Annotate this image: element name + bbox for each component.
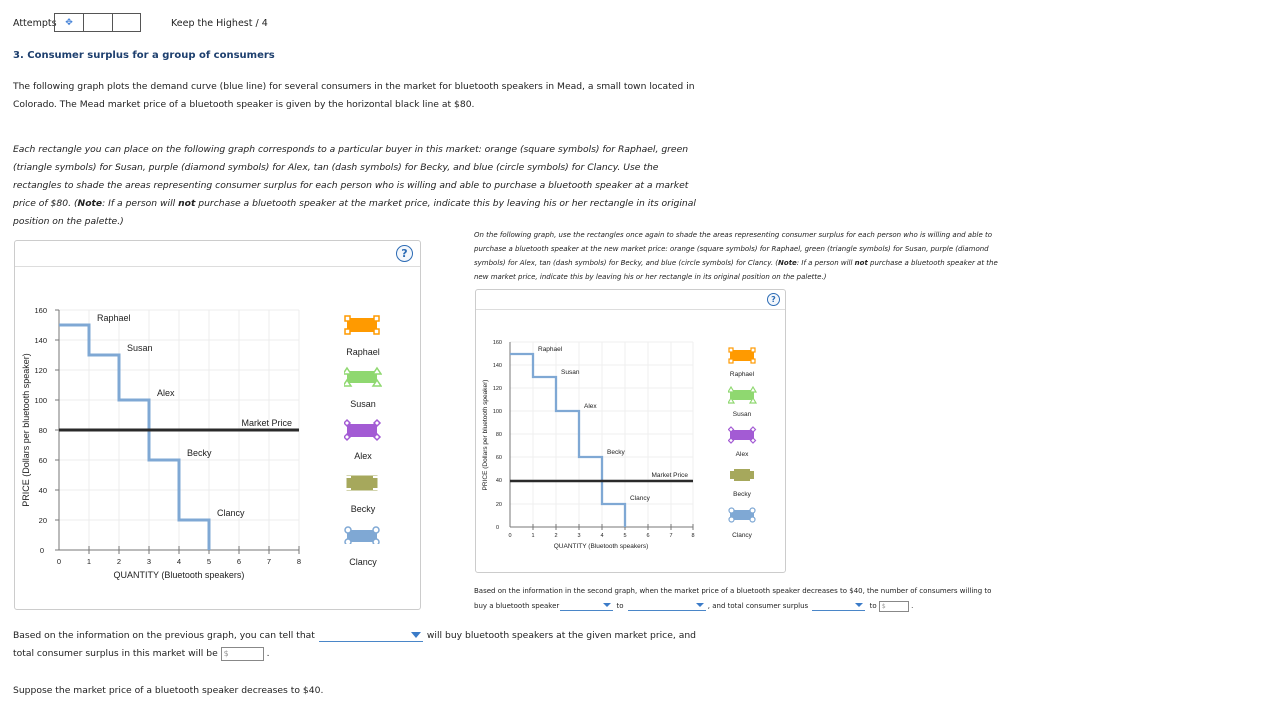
palette-label-clancy: Clancy	[349, 557, 377, 567]
svg-text:0: 0	[56, 557, 62, 566]
graph1-y-label: PRICE (Dollars per bluetooth speaker)	[21, 353, 31, 507]
svg-text:20: 20	[38, 516, 47, 525]
label-clancy: Clancy	[217, 508, 245, 518]
graph2-y-label: PRICE (Dollars per bluetooth speaker)	[482, 379, 489, 491]
label-alex: Alex	[584, 403, 597, 410]
svg-text:120: 120	[492, 386, 502, 392]
q1-text: total consumer surplus in this market will be	[13, 648, 218, 659]
svg-text:6: 6	[236, 557, 242, 566]
q2-line1: Based on the information in the second graph, when the market price of a bluetooth speaker decreases to $40, the number of consumers willing to	[474, 587, 992, 595]
palette-label-raphael: Raphael	[346, 347, 380, 357]
label-raphael: Raphael	[97, 313, 131, 323]
raphael-rectangle[interactable]	[729, 348, 755, 363]
palette-label-susan: Susan	[732, 411, 752, 418]
total-surplus-input[interactable]: $	[221, 647, 264, 661]
q2-text: to	[616, 602, 624, 610]
instr-text: : If a person will	[102, 198, 179, 209]
alex-rectangle[interactable]	[729, 427, 756, 443]
help-icon[interactable]: ?	[396, 245, 413, 262]
svg-text:100: 100	[492, 409, 502, 415]
svg-text:0: 0	[495, 525, 499, 531]
svg-text:6: 6	[646, 533, 650, 539]
svg-text:40: 40	[495, 478, 502, 484]
consumers-number-dropdown[interactable]	[628, 601, 706, 611]
graph2-x-ticks	[508, 533, 694, 539]
label-susan: Susan	[127, 343, 153, 353]
svg-text:2: 2	[554, 533, 558, 539]
svg-text:1: 1	[531, 533, 535, 539]
palette-label-clancy: Clancy	[732, 532, 752, 539]
instr-text: : If a person will	[796, 259, 855, 267]
svg-text:5: 5	[206, 557, 212, 566]
svg-text:1: 1	[86, 557, 92, 566]
chevron-down-icon	[411, 632, 421, 638]
palette-label-alex: Alex	[354, 451, 372, 461]
svg-text:2: 2	[116, 557, 122, 566]
q2-text: .	[911, 602, 914, 610]
chevron-down-icon	[696, 603, 704, 607]
instr-text: purchase a bluetooth speaker at the market price, indicate this by leaving his or her rectangle in its original position on the palette.)	[13, 198, 696, 227]
svg-text:3: 3	[146, 557, 152, 566]
help-icon[interactable]: ?	[767, 293, 780, 306]
svg-text:160: 160	[492, 340, 502, 346]
instr-text: On the following graph, use the rectangles once again to shade the areas representing consumer surplus for each person who is willing and able to purchase a bluetooth speaker at the new market price: orange (square symbols) for Raphael, green (triangle symbols) for Susan, purple (diamond symbols) for Alex, tan (dash symbols) for Becky, and blue (circle symbols) for Clancy. (	[474, 231, 993, 267]
q2-text: to	[869, 602, 877, 610]
label-raphael: Raphael	[538, 346, 563, 353]
question-1-block	[13, 627, 713, 663]
svg-text:80: 80	[495, 432, 502, 438]
graph1-x-label: QUANTITY (Bluetooth speakers)	[113, 570, 245, 580]
palette-label-alex: Alex	[735, 451, 749, 458]
label-clancy: Clancy	[630, 495, 650, 502]
palette-label-susan: Susan	[350, 399, 376, 409]
question-2-block	[474, 584, 1004, 614]
svg-text:3: 3	[577, 533, 581, 539]
susan-rectangle[interactable]	[728, 387, 756, 403]
q1-text: Based on the information on the previous graph, you can tell that	[13, 630, 315, 641]
svg-text:0: 0	[508, 533, 512, 539]
svg-text:60: 60	[495, 455, 502, 461]
palette-label-becky: Becky	[733, 491, 751, 498]
svg-text:4: 4	[600, 533, 604, 539]
instr-text: purchase a bluetooth speaker at the new market price, indicate this by leaving his or her rectangle in its original position on the palette.)	[474, 259, 998, 281]
q1-line2	[13, 645, 713, 663]
graph2-demand-curve	[510, 354, 625, 527]
svg-text:40: 40	[38, 486, 47, 495]
label-becky: Becky	[607, 449, 625, 456]
chevron-down-icon	[603, 603, 611, 607]
palette-label-raphael: Raphael	[729, 371, 755, 378]
svg-text:5: 5	[623, 533, 627, 539]
label-becky: Becky	[187, 448, 212, 458]
attempts-label: Attempts	[13, 18, 57, 29]
graph2-chart	[0, 0, 800, 575]
graph2-x-label: QUANTITY (Bluetooth speakers)	[553, 543, 649, 550]
svg-text:80: 80	[38, 426, 47, 435]
not-emphasis: not	[178, 198, 196, 209]
palette-label-becky: Becky	[350, 504, 376, 514]
grading-policy: Keep the Highest / 4	[171, 18, 268, 29]
label-market-price: Market Price	[651, 472, 688, 479]
clancy-rectangle[interactable]	[729, 508, 755, 522]
svg-text:120: 120	[34, 366, 47, 375]
note-label: Note	[778, 259, 797, 267]
svg-text:140: 140	[492, 363, 502, 369]
svg-text:60: 60	[38, 456, 47, 465]
question-intro: The following graph plots the demand curve (blue line) for several consumers in the market for bluetooth speakers in Mead, a small town located in Colorado. The Mead market price of a bluetooth speaker is given by the horizontal black line at $80.	[13, 81, 695, 110]
move-icon: ✥	[65, 17, 73, 28]
q2-line2	[474, 599, 1004, 614]
label-alex: Alex	[157, 388, 175, 398]
question-title: 3. Consumer surplus for a group of consumers	[13, 50, 275, 61]
q1-text: will buy bluetooth speakers at the given market price, and	[426, 630, 696, 641]
note-label: Note	[77, 198, 103, 209]
price-change-statement: Suppose the market price of a bluetooth speaker decreases to $40.	[13, 685, 324, 696]
svg-text:140: 140	[34, 336, 47, 345]
q1-line1	[13, 627, 713, 645]
new-surplus-input[interactable]: $	[879, 601, 909, 612]
svg-text:7: 7	[266, 557, 272, 566]
svg-text:7: 7	[669, 533, 673, 539]
q2-text: buy a bluetooth speaker	[474, 602, 560, 610]
not-emphasis: not	[854, 259, 868, 267]
svg-text:20: 20	[495, 502, 502, 508]
instr-text: Each rectangle you can place on the following graph corresponds to a particular buyer in this market: orange (square symbols) for Raphael, green (triangle symbols) for Susan, purple (diamond symbols) for Alex, tan (dash symbols) for Becky, and blue (circle symbols) for Clancy. Use the rectangles to shade the areas representing consumer surplus for each person who is willing and able to purchase a bluetooth speaker at a market price of $80. (	[13, 144, 689, 209]
becky-rectangle[interactable]	[729, 469, 755, 481]
chevron-down-icon	[855, 603, 863, 607]
label-susan: Susan	[561, 369, 580, 376]
svg-text:4: 4	[176, 557, 182, 566]
graph2-y-ticks	[493, 340, 502, 531]
q1-text: .	[266, 648, 270, 659]
svg-text:160: 160	[34, 306, 47, 315]
surplus-change-dropdown[interactable]	[812, 601, 865, 611]
q2-text: , and total consumer surplus	[707, 602, 809, 610]
svg-text:8: 8	[296, 557, 302, 566]
buyers-dropdown[interactable]	[319, 629, 423, 642]
consumers-change-dropdown[interactable]	[560, 601, 613, 611]
svg-text:8: 8	[691, 533, 695, 539]
svg-text:0: 0	[39, 546, 44, 555]
label-market-price: Market Price	[241, 418, 292, 428]
svg-text:100: 100	[34, 396, 47, 405]
